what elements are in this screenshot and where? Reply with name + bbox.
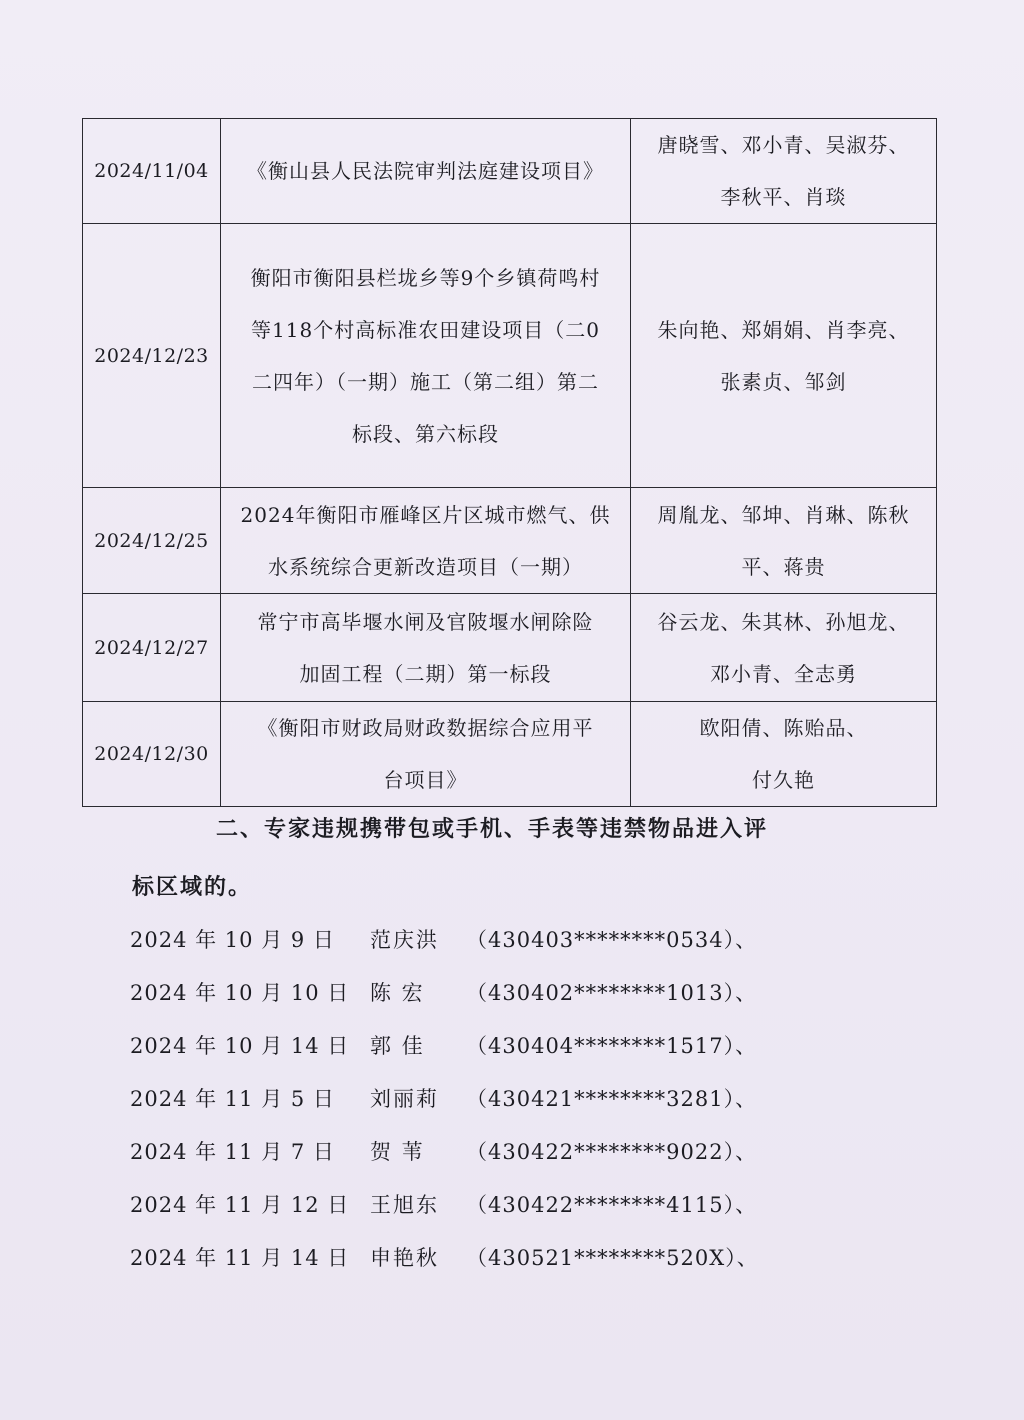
entry-id: （430403********0534）、 (466, 928, 758, 952)
row-date: 2024/12/23 (83, 224, 221, 488)
table-row (83, 488, 937, 594)
entry-date: 2024 年 11 月 5 日 (130, 1087, 335, 1111)
entry-name: 陈 宏 (370, 981, 425, 1005)
experts-line: 李秋平、肖琰 (720, 185, 847, 209)
row-experts (631, 119, 937, 224)
violation-entry (130, 1242, 759, 1272)
row-project (221, 702, 631, 807)
table-row (83, 119, 937, 224)
row-experts (631, 702, 937, 807)
records-table (82, 118, 937, 807)
entry-id: （430521********520X）、 (466, 1246, 759, 1270)
project-line: 加固工程（二期）第一标段 (299, 661, 552, 686)
entry-id: （430404********1517）、 (466, 1034, 758, 1058)
entry-id: （430402********1013）、 (466, 981, 758, 1005)
project-line: 2024年衡阳市雁峰区片区城市燃气、供 (240, 502, 611, 527)
violation-entry (130, 1030, 757, 1060)
violation-entry (130, 977, 757, 1007)
entry-date: 2024 年 11 月 7 日 (130, 1140, 335, 1164)
row-experts (631, 594, 937, 702)
entry-id: （430422********9022）、 (466, 1140, 758, 1164)
entry-name: 郭 佳 (370, 1034, 425, 1058)
entry-date: 2024 年 11 月 12 日 (130, 1193, 350, 1217)
entry-date: 2024 年 11 月 14 日 (130, 1246, 350, 1270)
entry-date: 2024 年 10 月 9 日 (130, 928, 335, 952)
row-experts (631, 224, 937, 488)
experts-line: 邓小青、全志勇 (710, 661, 857, 686)
section-heading: 二、专家违规携带包或手机、手表等违禁物品进入评 (216, 817, 769, 842)
entry-name: 范庆洪 (370, 928, 439, 952)
experts-line: 欧阳倩、陈贻品、 (699, 716, 868, 740)
experts-line: 周胤龙、邹坤、肖琳、陈秋 (657, 502, 910, 527)
experts-line: 朱向艳、郑娟娟、肖李亮、 (657, 317, 910, 342)
experts-line: 唐晓雪、邓小青、吴淑芬、 (657, 133, 910, 157)
entry-id: （430422********4115）、 (466, 1193, 758, 1217)
row-date: 2024/12/25 (83, 488, 221, 594)
project-line: 常宁市高毕堰水闸及官陂堰水闸除险 (257, 609, 594, 634)
row-date: 2024/12/27 (83, 594, 221, 702)
entry-name: 王旭东 (370, 1193, 439, 1217)
experts-line: 谷云龙、朱其林、孙旭龙、 (657, 609, 910, 634)
row-project (221, 119, 631, 224)
entry-date: 2024 年 10 月 10 日 (130, 981, 350, 1005)
row-date: 2024/11/04 (83, 119, 221, 224)
row-project (221, 594, 631, 702)
violation-entry (130, 1083, 757, 1113)
violation-entry (130, 1189, 757, 1219)
entry-date: 2024 年 10 月 14 日 (130, 1034, 350, 1058)
row-project (221, 488, 631, 594)
row-project (221, 224, 631, 488)
table-row (83, 702, 937, 807)
table-row (83, 224, 937, 488)
project-line: 《衡阳市财政局财政数据综合应用平 (257, 716, 594, 740)
project-line: 水系统综合更新改造项目（一期） (268, 554, 583, 579)
project-line: 《衡山县人民法院审判法庭建设项目》 (247, 159, 604, 183)
row-date: 2024/12/30 (83, 702, 221, 807)
entry-name: 申艳秋 (370, 1246, 439, 1270)
entry-name: 贺 苇 (370, 1140, 425, 1164)
violation-entry (130, 924, 757, 954)
project-line: 等118个村高标准农田建设项目（二0 (251, 317, 600, 342)
experts-line: 平、蒋贵 (741, 554, 826, 579)
violation-entry (130, 1136, 757, 1166)
section-heading-continued: 标区域的。 (132, 875, 253, 900)
table-row (83, 594, 937, 702)
project-line: 衡阳市衡阳县栏垅乡等9个乡镇荷鸣村 (250, 265, 601, 290)
project-line: 二四年）（一期）施工（第二组）第二 (252, 369, 599, 394)
experts-line: 张素贞、邹剑 (720, 369, 847, 394)
entry-name: 刘丽莉 (370, 1087, 439, 1111)
experts-line: 付久艳 (752, 768, 815, 792)
project-line: 台项目》 (383, 768, 468, 792)
project-line: 标段、第六标段 (352, 421, 499, 446)
entry-id: （430421********3281）、 (466, 1087, 758, 1111)
row-experts (631, 488, 937, 594)
